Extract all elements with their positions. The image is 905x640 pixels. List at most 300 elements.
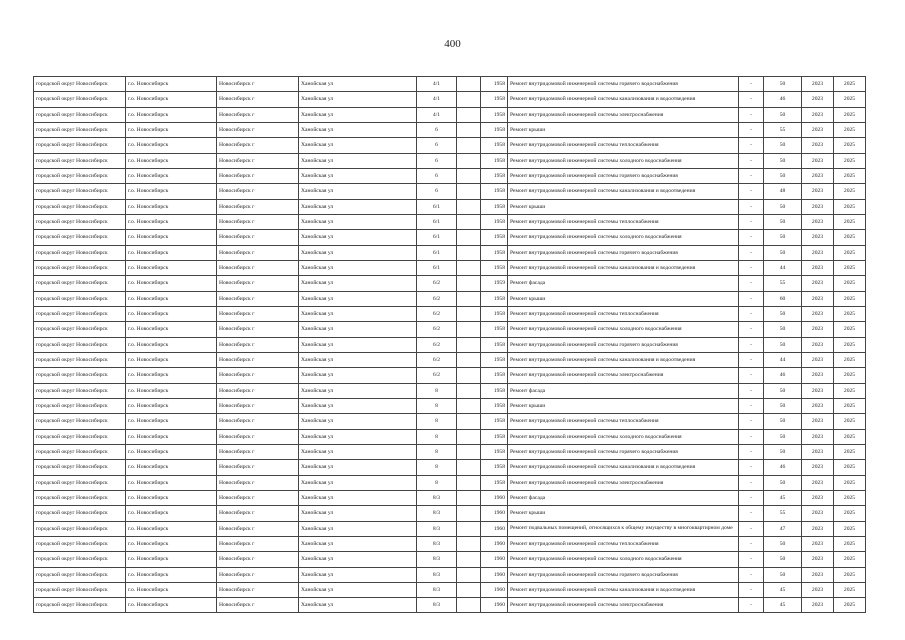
city-cell: Новосибирск г	[217, 460, 299, 475]
year-cell: 1958	[481, 92, 508, 107]
year-cell: 1958	[481, 352, 508, 367]
street-cell: Ханойская ул	[299, 322, 417, 337]
end-year-cell: 2025	[834, 122, 866, 137]
year-cell: 1960	[481, 506, 508, 521]
house-number-cell: 6	[417, 138, 457, 153]
table-row	[34, 398, 866, 413]
value-cell: 50	[764, 552, 802, 567]
dash-cell: -	[739, 398, 764, 413]
district-cell: г.о. Новосибирск	[126, 276, 217, 291]
start-year-cell: 2023	[802, 245, 834, 260]
start-year-cell: 2023	[802, 567, 834, 582]
municipality-cell: городской округ Новосибирск	[34, 322, 126, 337]
building-cell	[457, 506, 481, 521]
year-cell: 1960	[481, 536, 508, 551]
house-number-cell: 6/2	[417, 276, 457, 291]
end-year-cell: 2025	[834, 352, 866, 367]
end-year-cell: 2025	[834, 153, 866, 168]
city-cell: Новосибирск г	[217, 153, 299, 168]
municipality-cell: городской округ Новосибирск	[34, 214, 126, 229]
start-year-cell: 2023	[802, 291, 834, 306]
end-year-cell: 2025	[834, 398, 866, 413]
value-cell: 50	[764, 429, 802, 444]
value-cell: 50	[764, 230, 802, 245]
year-cell: 1958	[481, 138, 508, 153]
year-cell: 1958	[481, 107, 508, 122]
dash-cell: -	[739, 276, 764, 291]
house-number-cell: 8/3	[417, 506, 457, 521]
district-cell: г.о. Новосибирск	[126, 184, 217, 199]
end-year-cell: 2025	[834, 567, 866, 582]
district-cell: г.о. Новосибирск	[126, 138, 217, 153]
building-cell	[457, 460, 481, 475]
building-cell	[457, 398, 481, 413]
end-year-cell: 2025	[834, 414, 866, 429]
municipality-cell: городской округ Новосибирск	[34, 107, 126, 122]
house-number-cell: 6/2	[417, 291, 457, 306]
building-cell	[457, 536, 481, 551]
work-type-cell: Ремонт внутридомовой инженерной системы электроснабжения	[508, 107, 739, 122]
dash-cell: -	[739, 506, 764, 521]
start-year-cell: 2023	[802, 368, 834, 383]
end-year-cell: 2025	[834, 260, 866, 275]
work-type-cell: Ремонт подвальных помещений, относящихся к общему имуществу в многоквартирном доме	[508, 521, 739, 536]
table-row	[34, 598, 866, 613]
year-cell: 1958	[481, 260, 508, 275]
street-cell: Ханойская ул	[299, 598, 417, 613]
district-cell: г.о. Новосибирск	[126, 122, 217, 137]
value-cell: 55	[764, 506, 802, 521]
building-cell	[457, 260, 481, 275]
end-year-cell: 2025	[834, 598, 866, 613]
city-cell: Новосибирск г	[217, 245, 299, 260]
municipality-cell: городской округ Новосибирск	[34, 230, 126, 245]
table-row	[34, 352, 866, 367]
building-cell	[457, 168, 481, 183]
table-row	[34, 460, 866, 475]
building-cell	[457, 122, 481, 137]
house-number-cell: 6/1	[417, 245, 457, 260]
district-cell: г.о. Новосибирск	[126, 306, 217, 321]
value-cell: 45	[764, 598, 802, 613]
street-cell: Ханойская ул	[299, 122, 417, 137]
work-type-cell: Ремонт внутридомовой инженерной системы электроснабжения	[508, 368, 739, 383]
district-cell: г.о. Новосибирск	[126, 598, 217, 613]
dash-cell: -	[739, 567, 764, 582]
value-cell: 46	[764, 460, 802, 475]
table-row	[34, 276, 866, 291]
table-row	[34, 214, 866, 229]
end-year-cell: 2025	[834, 214, 866, 229]
table-row	[34, 260, 866, 275]
municipality-cell: городской округ Новосибирск	[34, 168, 126, 183]
municipality-cell: городской округ Новосибирск	[34, 276, 126, 291]
street-cell: Ханойская ул	[299, 414, 417, 429]
building-cell	[457, 475, 481, 490]
house-number-cell: 8/3	[417, 567, 457, 582]
municipality-cell: городской округ Новосибирск	[34, 138, 126, 153]
district-cell: г.о. Новосибирск	[126, 444, 217, 459]
start-year-cell: 2023	[802, 199, 834, 214]
dash-cell: -	[739, 199, 764, 214]
table-row	[34, 444, 866, 459]
building-cell	[457, 245, 481, 260]
street-cell: Ханойская ул	[299, 460, 417, 475]
start-year-cell: 2023	[802, 77, 834, 92]
house-number-cell: 8/3	[417, 536, 457, 551]
street-cell: Ханойская ул	[299, 230, 417, 245]
building-cell	[457, 521, 481, 536]
house-number-cell: 8	[417, 383, 457, 398]
value-cell: 50	[764, 199, 802, 214]
city-cell: Новосибирск г	[217, 260, 299, 275]
district-cell: г.о. Новосибирск	[126, 337, 217, 352]
start-year-cell: 2023	[802, 460, 834, 475]
street-cell: Ханойская ул	[299, 521, 417, 536]
municipality-cell: городской округ Новосибирск	[34, 260, 126, 275]
municipality-cell: городской округ Новосибирск	[34, 475, 126, 490]
table-row	[34, 506, 866, 521]
start-year-cell: 2023	[802, 352, 834, 367]
work-type-cell: Ремонт внутридомовой инженерной системы теплоснабжения	[508, 214, 739, 229]
building-cell	[457, 567, 481, 582]
end-year-cell: 2025	[834, 475, 866, 490]
district-cell: г.о. Новосибирск	[126, 199, 217, 214]
dash-cell: -	[739, 383, 764, 398]
house-number-cell: 8	[417, 414, 457, 429]
year-cell: 1960	[481, 567, 508, 582]
dash-cell: -	[739, 536, 764, 551]
municipality-cell: городской округ Новосибирск	[34, 582, 126, 597]
street-cell: Ханойская ул	[299, 506, 417, 521]
repair-registry-table	[33, 76, 866, 613]
district-cell: г.о. Новосибирск	[126, 352, 217, 367]
end-year-cell: 2025	[834, 536, 866, 551]
dash-cell: -	[739, 322, 764, 337]
end-year-cell: 2025	[834, 521, 866, 536]
year-cell: 1958	[481, 444, 508, 459]
work-type-cell: Ремонт крыши	[508, 398, 739, 413]
dash-cell: -	[739, 306, 764, 321]
municipality-cell: городской округ Новосибирск	[34, 506, 126, 521]
city-cell: Новосибирск г	[217, 444, 299, 459]
street-cell: Ханойская ул	[299, 291, 417, 306]
year-cell: 1958	[481, 168, 508, 183]
year-cell: 1958	[481, 398, 508, 413]
table-row	[34, 429, 866, 444]
district-cell: г.о. Новосибирск	[126, 521, 217, 536]
building-cell	[457, 153, 481, 168]
end-year-cell: 2025	[834, 168, 866, 183]
city-cell: Новосибирск г	[217, 398, 299, 413]
house-number-cell: 6/1	[417, 260, 457, 275]
municipality-cell: городской округ Новосибирск	[34, 398, 126, 413]
work-type-cell: Ремонт внутридомовой инженерной системы холодного водоснабжения	[508, 322, 739, 337]
year-cell: 1958	[481, 122, 508, 137]
value-cell: 46	[764, 92, 802, 107]
year-cell: 1958	[481, 414, 508, 429]
work-type-cell: Ремонт внутридомовой инженерной системы теплоснабжения	[508, 138, 739, 153]
city-cell: Новосибирск г	[217, 276, 299, 291]
district-cell: г.о. Новосибирск	[126, 107, 217, 122]
dash-cell: -	[739, 184, 764, 199]
city-cell: Новосибирск г	[217, 414, 299, 429]
start-year-cell: 2023	[802, 598, 834, 613]
dash-cell: -	[739, 168, 764, 183]
district-cell: г.о. Новосибирск	[126, 490, 217, 505]
building-cell	[457, 322, 481, 337]
start-year-cell: 2023	[802, 398, 834, 413]
district-cell: г.о. Новосибирск	[126, 153, 217, 168]
building-cell	[457, 276, 481, 291]
district-cell: г.о. Новосибирск	[126, 567, 217, 582]
table-row	[34, 230, 866, 245]
start-year-cell: 2023	[802, 582, 834, 597]
dash-cell: -	[739, 490, 764, 505]
building-cell	[457, 444, 481, 459]
work-type-cell: Ремонт крыши	[508, 199, 739, 214]
building-cell	[457, 184, 481, 199]
street-cell: Ханойская ул	[299, 383, 417, 398]
value-cell: 55	[764, 122, 802, 137]
municipality-cell: городской округ Новосибирск	[34, 77, 126, 92]
building-cell	[457, 490, 481, 505]
municipality-cell: городской округ Новосибирск	[34, 368, 126, 383]
house-number-cell: 8	[417, 444, 457, 459]
end-year-cell: 2025	[834, 383, 866, 398]
building-cell	[457, 92, 481, 107]
house-number-cell: 8	[417, 398, 457, 413]
year-cell: 1958	[481, 245, 508, 260]
end-year-cell: 2025	[834, 138, 866, 153]
building-cell	[457, 582, 481, 597]
house-number-cell: 4/1	[417, 77, 457, 92]
street-cell: Ханойская ул	[299, 444, 417, 459]
work-type-cell: Ремонт внутридомовой инженерной системы горячего водоснабжения	[508, 567, 739, 582]
street-cell: Ханойская ул	[299, 429, 417, 444]
city-cell: Новосибирск г	[217, 199, 299, 214]
year-cell: 1958	[481, 322, 508, 337]
table-row	[34, 153, 866, 168]
city-cell: Новосибирск г	[217, 337, 299, 352]
value-cell: 60	[764, 291, 802, 306]
street-cell: Ханойская ул	[299, 245, 417, 260]
end-year-cell: 2025	[834, 444, 866, 459]
house-number-cell: 6	[417, 153, 457, 168]
work-type-cell: Ремонт внутридомовой инженерной системы теплоснабжения	[508, 306, 739, 321]
end-year-cell: 2025	[834, 552, 866, 567]
dash-cell: -	[739, 429, 764, 444]
end-year-cell: 2025	[834, 184, 866, 199]
district-cell: г.о. Новосибирск	[126, 322, 217, 337]
year-cell: 1960	[481, 598, 508, 613]
value-cell: 50	[764, 153, 802, 168]
year-cell: 1958	[481, 77, 508, 92]
table-row	[34, 92, 866, 107]
start-year-cell: 2023	[802, 475, 834, 490]
work-type-cell: Ремонт внутридомовой инженерной системы канализования и водоотведения	[508, 352, 739, 367]
end-year-cell: 2025	[834, 92, 866, 107]
work-type-cell: Ремонт внутридомовой инженерной системы холодного водоснабжения	[508, 429, 739, 444]
house-number-cell: 8	[417, 429, 457, 444]
start-year-cell: 2023	[802, 521, 834, 536]
municipality-cell: городской округ Новосибирск	[34, 414, 126, 429]
table-row	[34, 291, 866, 306]
house-number-cell: 6/2	[417, 368, 457, 383]
municipality-cell: городской округ Новосибирск	[34, 460, 126, 475]
municipality-cell: городской округ Новосибирск	[34, 352, 126, 367]
value-cell: 55	[764, 276, 802, 291]
dash-cell: -	[739, 138, 764, 153]
work-type-cell: Ремонт внутридомовой инженерной системы канализования и водоотведения	[508, 92, 739, 107]
building-cell	[457, 230, 481, 245]
end-year-cell: 2025	[834, 107, 866, 122]
work-type-cell: Ремонт внутридомовой инженерной системы горячего водоснабжения	[508, 444, 739, 459]
table-row	[34, 383, 866, 398]
table-row	[34, 199, 866, 214]
value-cell: 44	[764, 260, 802, 275]
value-cell: 50	[764, 245, 802, 260]
city-cell: Новосибирск г	[217, 582, 299, 597]
work-type-cell: Ремонт внутридомовой инженерной системы горячего водоснабжения	[508, 168, 739, 183]
street-cell: Ханойская ул	[299, 475, 417, 490]
table-row	[34, 567, 866, 582]
table-row	[34, 306, 866, 321]
house-number-cell: 4/1	[417, 92, 457, 107]
table-row	[34, 521, 866, 536]
table-row	[34, 138, 866, 153]
city-cell: Новосибирск г	[217, 168, 299, 183]
house-number-cell: 6/1	[417, 199, 457, 214]
municipality-cell: городской округ Новосибирск	[34, 552, 126, 567]
value-cell: 47	[764, 521, 802, 536]
start-year-cell: 2023	[802, 214, 834, 229]
start-year-cell: 2023	[802, 536, 834, 551]
city-cell: Новосибирск г	[217, 230, 299, 245]
municipality-cell: городской округ Новосибирск	[34, 521, 126, 536]
end-year-cell: 2025	[834, 506, 866, 521]
street-cell: Ханойская ул	[299, 567, 417, 582]
registry-body	[34, 77, 866, 613]
value-cell: 46	[764, 368, 802, 383]
dash-cell: -	[739, 444, 764, 459]
year-cell: 1958	[481, 153, 508, 168]
value-cell: 50	[764, 77, 802, 92]
building-cell	[457, 429, 481, 444]
street-cell: Ханойская ул	[299, 306, 417, 321]
end-year-cell: 2025	[834, 368, 866, 383]
value-cell: 50	[764, 168, 802, 183]
house-number-cell: 6/1	[417, 230, 457, 245]
table-row	[34, 475, 866, 490]
city-cell: Новосибирск г	[217, 214, 299, 229]
value-cell: 50	[764, 414, 802, 429]
house-number-cell: 6/2	[417, 306, 457, 321]
dash-cell: -	[739, 352, 764, 367]
dash-cell: -	[739, 122, 764, 137]
end-year-cell: 2025	[834, 276, 866, 291]
municipality-cell: городской округ Новосибирск	[34, 444, 126, 459]
start-year-cell: 2023	[802, 552, 834, 567]
value-cell: 50	[764, 107, 802, 122]
work-type-cell: Ремонт крыши	[508, 291, 739, 306]
end-year-cell: 2025	[834, 337, 866, 352]
house-number-cell: 8/3	[417, 490, 457, 505]
year-cell: 1958	[481, 475, 508, 490]
work-type-cell: Ремонт внутридомовой инженерной системы горячего водоснабжения	[508, 337, 739, 352]
start-year-cell: 2023	[802, 429, 834, 444]
start-year-cell: 2023	[802, 414, 834, 429]
municipality-cell: городской округ Новосибирск	[34, 122, 126, 137]
city-cell: Новосибирск г	[217, 598, 299, 613]
work-type-cell: Ремонт внутридомовой инженерной системы холодного водоснабжения	[508, 552, 739, 567]
work-type-cell: Ремонт внутридомовой инженерной системы электроснабжения	[508, 475, 739, 490]
municipality-cell: городской округ Новосибирск	[34, 429, 126, 444]
street-cell: Ханойская ул	[299, 552, 417, 567]
value-cell: 50	[764, 214, 802, 229]
municipality-cell: городской округ Новосибирск	[34, 92, 126, 107]
value-cell: 50	[764, 306, 802, 321]
municipality-cell: городской округ Новосибирск	[34, 598, 126, 613]
table-row	[34, 245, 866, 260]
house-number-cell: 4/1	[417, 107, 457, 122]
year-cell: 1960	[481, 521, 508, 536]
house-number-cell: 6	[417, 184, 457, 199]
city-cell: Новосибирск г	[217, 352, 299, 367]
end-year-cell: 2025	[834, 460, 866, 475]
street-cell: Ханойская ул	[299, 138, 417, 153]
value-cell: 44	[764, 352, 802, 367]
street-cell: Ханойская ул	[299, 536, 417, 551]
value-cell: 50	[764, 337, 802, 352]
city-cell: Новосибирск г	[217, 368, 299, 383]
year-cell: 1958	[481, 199, 508, 214]
page-number: 400	[444, 38, 461, 50]
building-cell	[457, 107, 481, 122]
end-year-cell: 2025	[834, 582, 866, 597]
work-type-cell: Ремонт внутридомовой инженерной системы горячего водоснабжения	[508, 245, 739, 260]
building-cell	[457, 306, 481, 321]
street-cell: Ханойская ул	[299, 153, 417, 168]
dash-cell: -	[739, 368, 764, 383]
building-cell	[457, 598, 481, 613]
dash-cell: -	[739, 337, 764, 352]
dash-cell: -	[739, 475, 764, 490]
year-cell: 1958	[481, 429, 508, 444]
municipality-cell: городской округ Новосибирск	[34, 245, 126, 260]
house-number-cell: 8/3	[417, 521, 457, 536]
start-year-cell: 2023	[802, 260, 834, 275]
table-row	[34, 368, 866, 383]
district-cell: г.о. Новосибирск	[126, 214, 217, 229]
end-year-cell: 2025	[834, 490, 866, 505]
dash-cell: -	[739, 107, 764, 122]
dash-cell: -	[739, 77, 764, 92]
district-cell: г.о. Новосибирск	[126, 92, 217, 107]
street-cell: Ханойская ул	[299, 168, 417, 183]
dash-cell: -	[739, 582, 764, 597]
house-number-cell: 6/1	[417, 214, 457, 229]
street-cell: Ханойская ул	[299, 490, 417, 505]
municipality-cell: городской округ Новосибирск	[34, 337, 126, 352]
city-cell: Новосибирск г	[217, 383, 299, 398]
district-cell: г.о. Новосибирск	[126, 552, 217, 567]
municipality-cell: городской округ Новосибирск	[34, 306, 126, 321]
start-year-cell: 2023	[802, 337, 834, 352]
start-year-cell: 2023	[802, 168, 834, 183]
city-cell: Новосибирск г	[217, 122, 299, 137]
table-row	[34, 184, 866, 199]
